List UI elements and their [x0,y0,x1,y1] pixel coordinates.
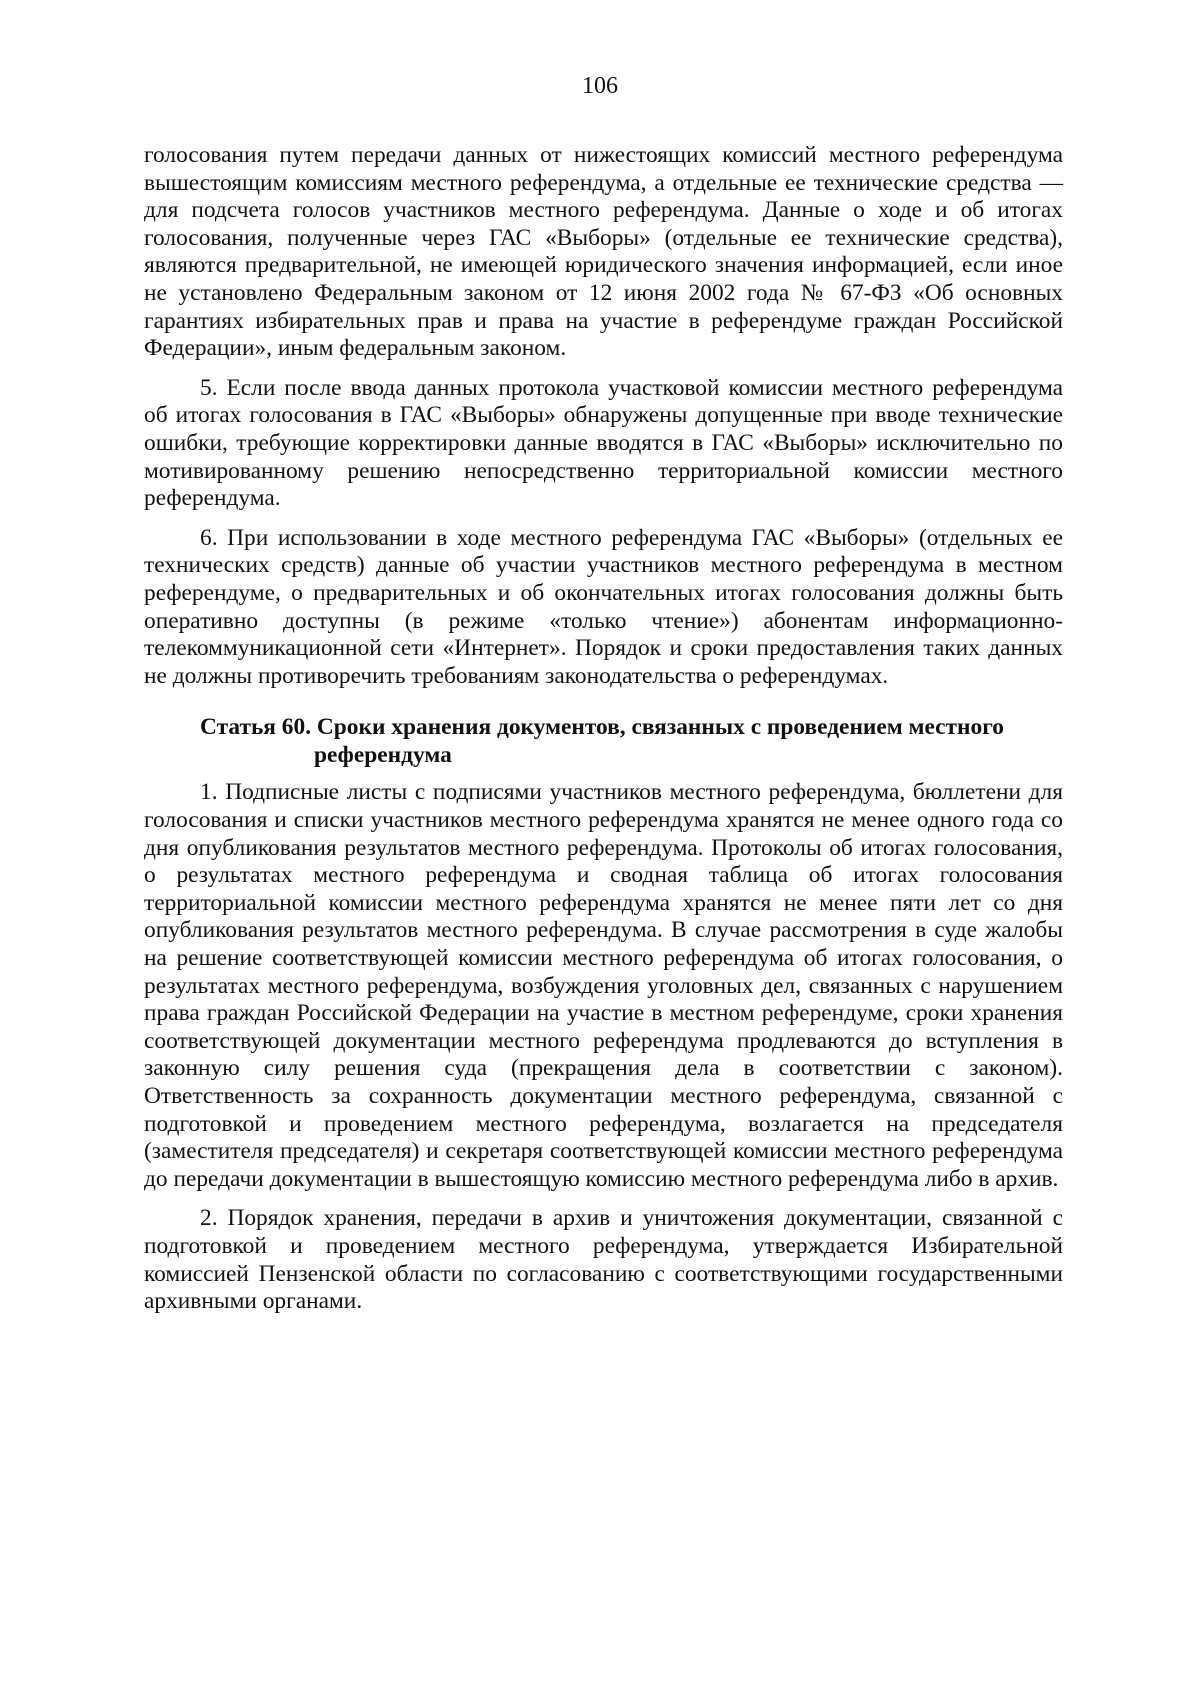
article-heading [144,714,1063,769]
paragraph-article60-item-1: 1. Подписные листы с подписями участников местного референдума, бюллетени для голосования и списки участников местного референдума хранятся не менее одного года со дня опубликования результатов местного референдума. Протоколы об итогах голосования, о результатах местного референдума и сводная таблица об итогах голосования территориальной комиссии местного референдума хранятся не менее пяти лет со дня опубликования результатов местного референдума. В случае рассмотрения в суде жалобы на решение соответствующей комиссии местного референдума об итогах голосования, о результатах местного референдума, возбуждения уголовных дел, связанных с нарушением права граждан Российской Федерации на участие в местном референдуме, сроки хранения соответствующей документации местного референдума продлеваются до вступления в законную силу решения суда (прекращения дела в соответствии с законом). Ответственность за сохранность документации местного референдума, связанной с подготовкой и проведением местного референдума, возлагается на председателя (заместителя председателя) и секретаря соответствующей комиссии местного референдума до передачи документации в вышестоящую комиссию местного референдума либо в архив. [144,779,1063,1192]
document-body [144,142,1063,1328]
paragraph-item-5: 5. Если после ввода данных протокола участковой комиссии местного референдума об итогах голосования в ГАС «Выборы» обнаружены допущенные при вводе технические ошибки, требующие корректировки данные вводятся в ГАС «Выборы» исключительно по мотивированному решению непосредственно территориальной комиссии местного референдума. [144,374,1063,512]
article-title-line1: Статья 60. Сроки хранения документов, связанных с проведением местного [200,714,1004,741]
paragraph-article60-item-2: 2. Порядок хранения, передачи в архив и уничтожения документации, связанной с подготовкой и проведением местного референдума, утверждается Избирательной комиссией Пензенской области по согласованию с соответствующими государственными архивными органами. [144,1205,1063,1315]
article-title-line2: референдума [314,741,452,768]
paragraph-continuation: голосования путем передачи данных от нижестоящих комиссий местного референдума вышестоящим комиссиям местного референдума, а отдельные ее технические средства — для подсчета голосов участников местного референдума. Данные о ходе и об итогах голосования, полученные через ГАС «Выборы» (отдельные ее технические средства), являются предварительной, не имеющей юридического значения информацией, если иное не установлено Федеральным законом от 12 июня 2002 года № 67-ФЗ «Об основных гарантиях избирательных прав и права на участие в референдуме граждан Российской Федерации», иным федеральным законом. [144,142,1063,362]
paragraph-item-6: 6. При использовании в ходе местного референдума ГАС «Выборы» (отдельных ее технических средств) данные об участии участников местного референдума в местном референдуме, о предварительных и об окончательных итогах голосования должны быть оперативно доступны (в режиме «только чтение») абонентам информационно-телекоммуникационной сети «Интернет». Порядок и сроки предоставления таких данных не должны противоречить требованиям законодательства о референдумах. [144,524,1063,689]
page-number: 106 [582,73,618,99]
